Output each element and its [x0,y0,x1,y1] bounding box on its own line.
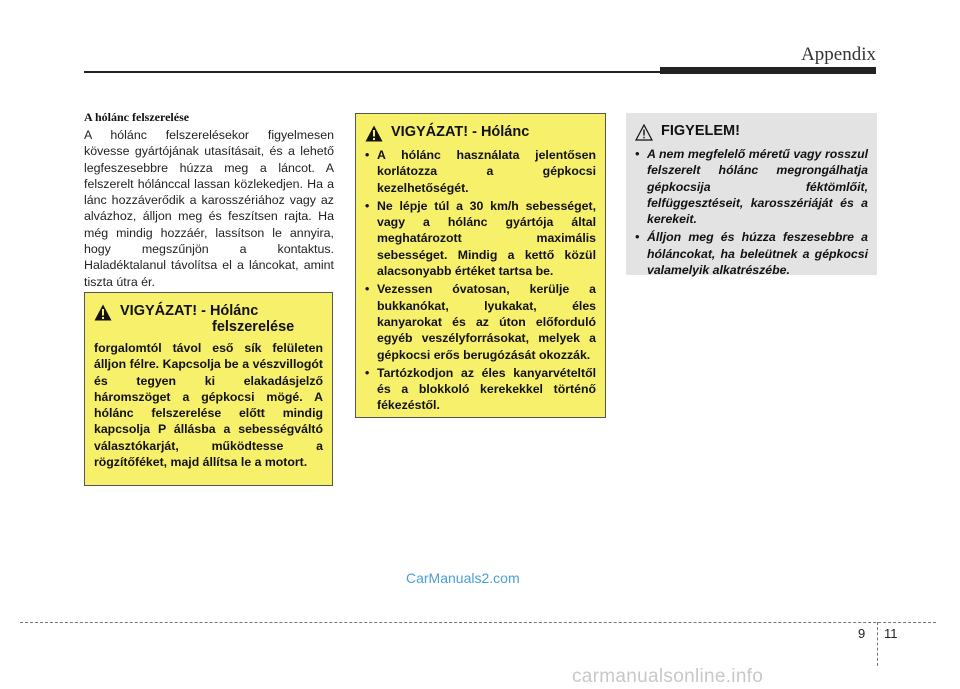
list-item: • A hólánc használata jelentősen korlátozza a gépkocsi kezelhetőségét. [365,147,596,196]
caution-triangle-icon [635,124,653,141]
site-footer: carmanualsonline.info [572,666,764,687]
watermark-link[interactable]: CarManuals2.com [406,570,520,586]
header-title: Appendix [801,44,876,65]
section-body: A hólánc felszerelésekor figyelmesen kövesse gyártójának utasításait, és a lehető legfeszesebbre húzza meg a láncot. A felszerelt hólánccal lassan közlekedjen. Ha a lánc hozzáverődik a karosszériához vagy az alvázhoz, álljon meg és feszítsen rajta. Ha még mindig hozzáér, lassítson le annyira, hogy megszűnjön a kontaktus. Haladéktalanul távolítsa el a láncokat, amint tiszta útra ér. [84,128,334,289]
warning-box-usage [355,113,606,418]
footer-divider [20,622,936,623]
page-number: 11 [884,626,898,641]
warning-install-title-line2: felszerelése [212,319,295,335]
list-item: • Álljon meg és húzza feszesebbre a hóláncokat, ha beleütnek a gépkocsi valamelyik alkatrészébe. [635,229,868,278]
warning-install-title-line1: VIGYÁZAT! - Hólánc [120,303,259,319]
list-item: • Tartózkodjon az éles kanyarvételtől és a blokkoló kerekekkel történő fékezéstől. [365,365,596,414]
warning-triangle-icon [94,304,112,321]
list-item: • Vezessen óvatosan, kerülje a bukkanókat, lyukakat, éles kanyarokat és az úton előforduló egyéb veszélyforrásokat, melyek a gépkocsi erős berugózását okozzák. [365,281,596,362]
list-item: • Ne lépje túl a 30 km/h sebességet, vagy a hólánc gyártója által meghatározott maximális sebességet. Mindig a kettő közül alacsonyabb értéket tartsa be. [365,198,596,279]
chapter-number: 9 [858,626,866,641]
warning-triangle-icon [365,125,383,142]
caution-list [635,146,868,278]
footer-vertical-divider [877,622,878,666]
caution-title: FIGYELEM! [661,123,740,139]
header-rule-thick [660,67,876,74]
section-title: A hólánc felszerelése [84,110,190,124]
caution-box [626,113,877,278]
header-rule-thin [84,71,660,73]
warning-install-text: forgalomtól távol eső sík felületen álljon félre. Kapcsolja be a vészvillogót és tegyen ki elakadásjelző háromszöget a gépkocsi mögé. A hólánc felszerelése előtt mindig kapcsolja P állásba a sebességváltó választókarját, működtesse a rögzítőféket, majd állítsa le a motort. [94,341,323,470]
warning-box-install [84,292,333,486]
list-item: • A nem megfelelő méretű vagy rosszul felszerelt hólánc megrongálhatja gépkocsija féktömlőit, felfüggesztéseit, karosszériáját és a kerekeit. [635,146,868,227]
caution-title-row [635,123,868,141]
warning-usage-title-row [365,124,596,142]
warning-install-title [94,303,323,335]
warning-usage-list [365,147,596,414]
warning-usage-title: VIGYÁZAT! - Hólánc [391,124,530,140]
